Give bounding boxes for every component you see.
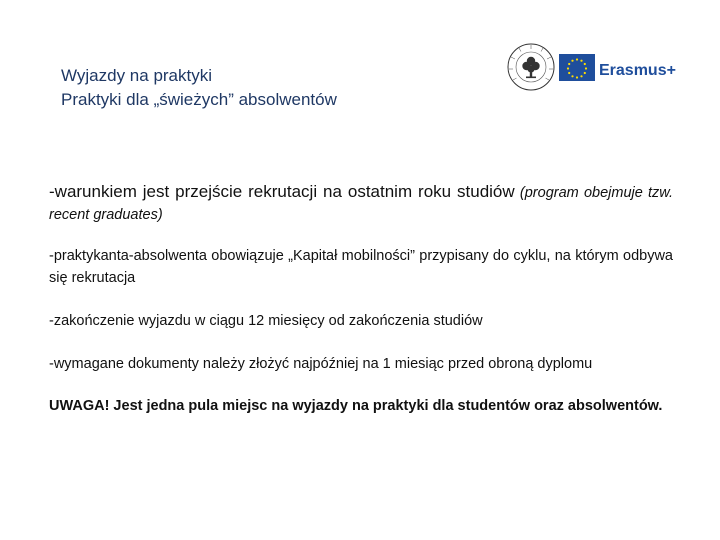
eu-flag-icon [559, 54, 595, 81]
paragraph-documents: -wymagane dokumenty należy złożyć najpóźniej na 1 miesiąc przed obroną dyplomu [49, 356, 593, 372]
logo-area [504, 42, 686, 92]
erasmus-plus-logo [559, 52, 684, 86]
paragraph-warning: UWAGA! Jest jedna pula miejsc na wyjazdy na praktyki dla studentów oraz absolwentów. [49, 398, 663, 414]
university-seal-icon [506, 42, 556, 92]
paragraph-mobility-capital: -praktykanta-absolwenta obowiązuje „Kapitał mobilności” przypisany do cyklu, na którym odbywa się rekrutacja [49, 248, 673, 286]
eligibility-text: -warunkiem jest przejście rekrutacji na ostatnim roku studiów [49, 182, 515, 201]
slide-header [61, 64, 337, 112]
eligibility-note: (program obejmuje tzw. recent graduates) [49, 185, 673, 223]
slide-subtitle: Praktyki dla „świeżych” absolwentów [61, 90, 337, 109]
erasmus-plus-wordmark: Erasmus+ [599, 62, 676, 79]
paragraph-deadline: -zakończenie wyjazdu w ciągu 12 miesięcy od zakończenia studiów [49, 313, 483, 329]
paragraph-eligibility [49, 181, 673, 226]
slide-title: Wyjazdy na praktyki [61, 66, 213, 85]
